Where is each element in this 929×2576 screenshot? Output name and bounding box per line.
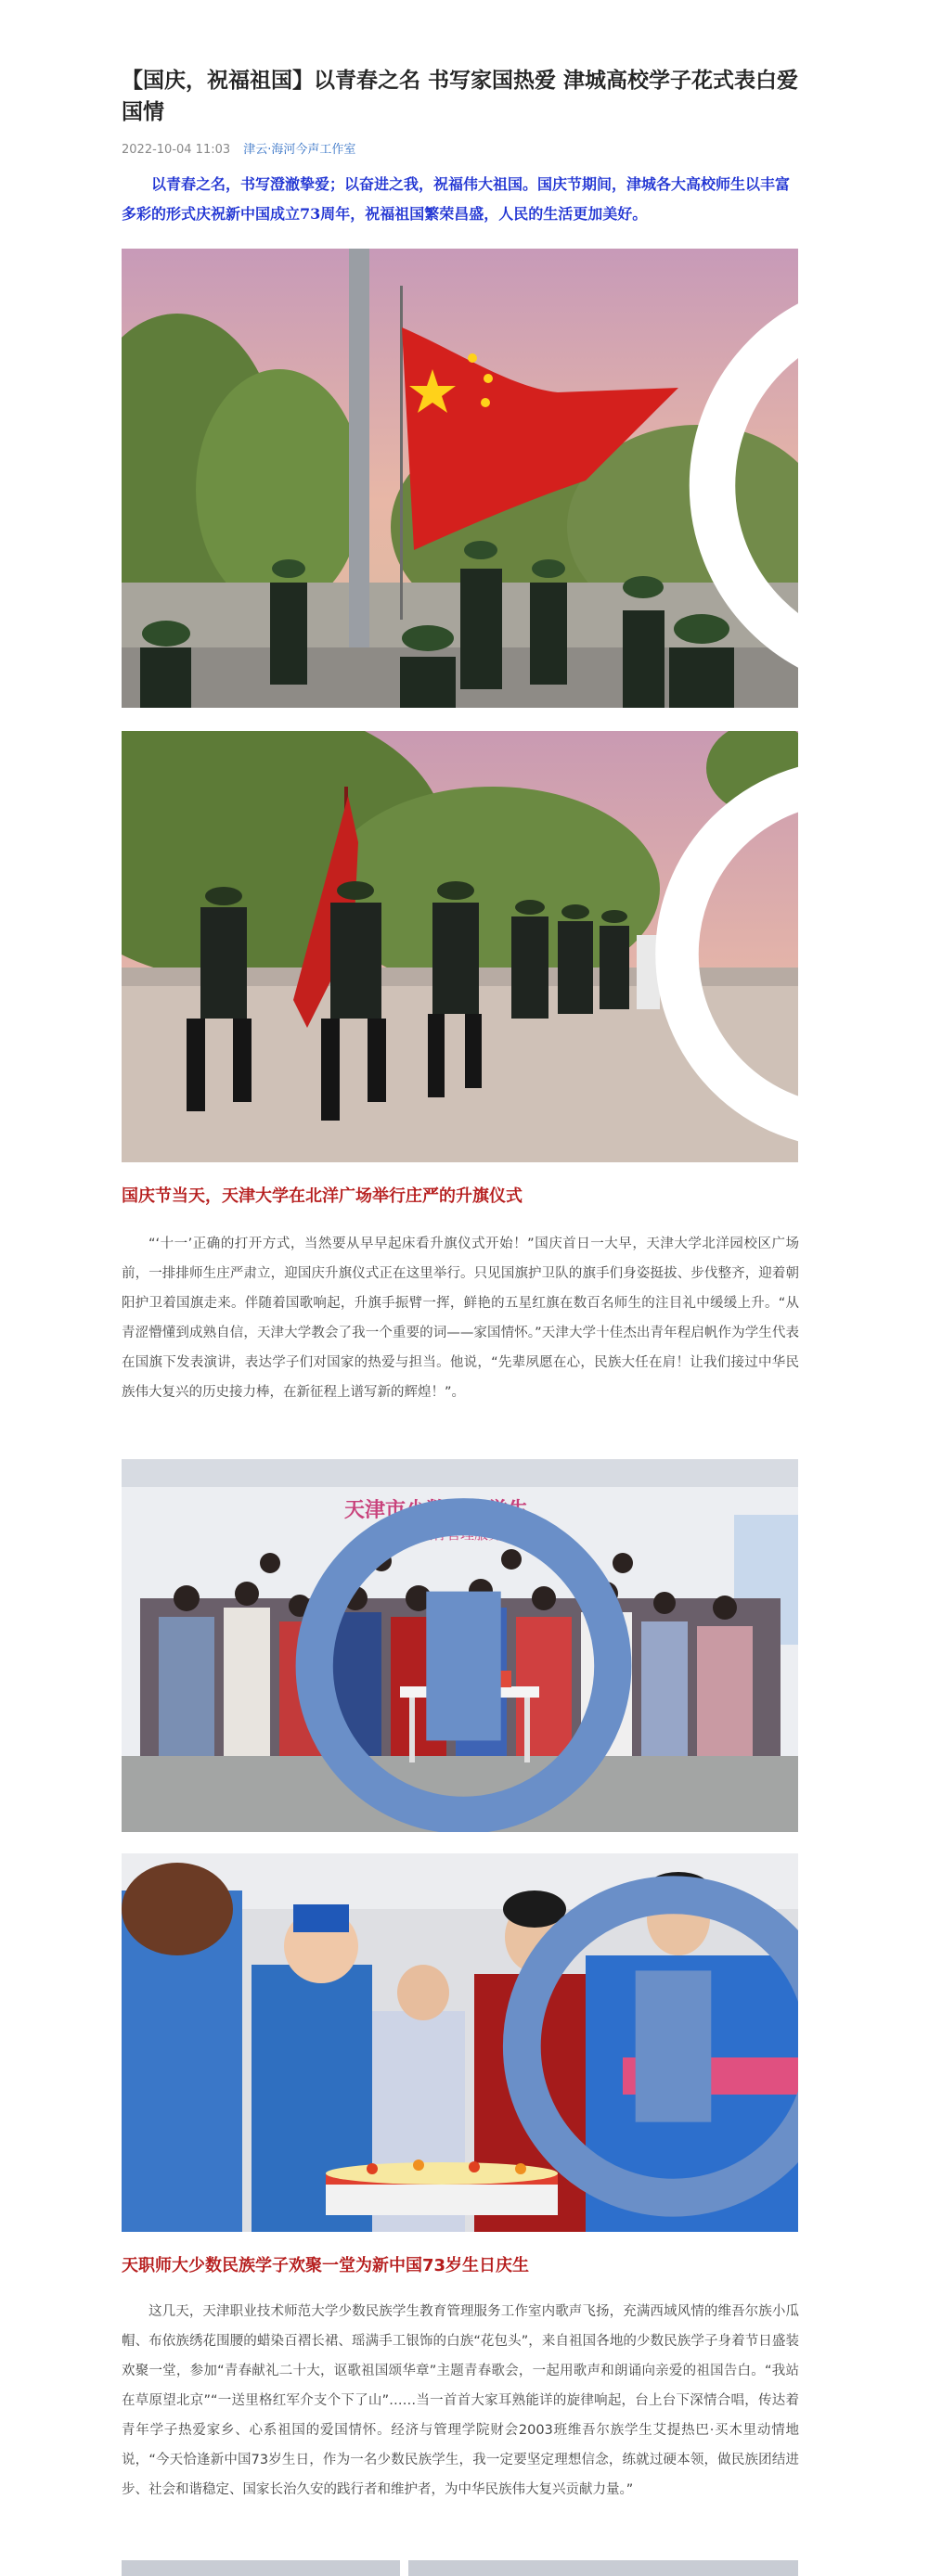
watermark-logo-icon <box>335 1857 798 2232</box>
minority-students-group-photo <box>122 1459 798 1832</box>
source-link[interactable]: 津云·海河今声工作室 <box>243 143 356 157</box>
cake-cutting-photo <box>122 1853 798 2232</box>
watermark-logo-icon <box>511 738 798 1162</box>
next-photo-left <box>122 2560 400 2576</box>
article-title: 【国庆，祝福祖国】以青春之名 书写家国热爱 津城高校学子花式表白爱国情 <box>122 69 799 124</box>
section-caption: 天职师大少数民族学子欢聚一堂为新中国73岁生日庆生 <box>122 2256 530 2275</box>
watermark-logo-icon <box>125 1480 798 1832</box>
publish-date: 2022-10-04 11:03 <box>122 143 231 157</box>
article-meta <box>122 139 355 157</box>
flag-raising-photo <box>122 249 798 708</box>
section-paragraph: 这几天，天津职业技术师范大学少数民族学生教育管理服务工作室内歌声飞扬，充满西域风情的维吾尔族小瓜帽、布依族绣花围腰的蜡染百褶长裙、瑶满手工银饰的白族“花包头”，来自祖国各地的少数民族学子身着节日盛装欢聚一堂，参加“青春献礼二十大，讴歌祖国颂华章”主题青春歌会，一起用歌声和朗诵向亲爱的祖国告白。“我站在草原望北京”“一送里格红军介支个下了山”……当一首首大家耳熟能详的旋律响起，台上台下深情合唱，传达着青年学子热爱家乡、心系祖国的爱国情怀。经济与管理学院财会2003班维吾尔族学生艾提热巴·买木里动情地说，“今天恰逢新中国73岁生日，作为一名少数民族学生，我一定要坚定理想信念，练就过硬本领，做民族团结进步、社会和谐稳定、国家长治久安的践行者和维护者，为中华民族伟大复兴贡献力量。” <box>122 2304 799 2497</box>
next-photo-right <box>408 2560 798 2576</box>
section-paragraph: “‘十一’正确的打开方式，当然要从早早起床看升旗仪式开始！”国庆首日一大早，天津大学北洋园校区广场前，一排排师生庄严肃立，迎国庆升旗仪式正在这里举行。只见国旗护卫队的旗手们身姿挺拔、步伐整齐，迎着朝阳护卫着国旗走来。伴随着国歌响起，升旗手振臂一挥，鲜艳的五星红旗在数百名师生的注目礼中缓缓上升。“从青涩懵懂到成熟自信，天津大学教会了我一个重要的词——家国情怀。”天津大学十佳杰出青年程启帆作为学生代表在国旗下发表演讲，表达学子们对国家的热爱与担当。他说，“先辈夙愿在心，民族大任在肩！让我们接过中华民族伟大复兴的历史接力棒，在新征程上谱写新的辉煌！”。 <box>122 1237 799 1400</box>
section-caption: 国庆节当天，天津大学在北洋广场举行庄严的升旗仪式 <box>122 1186 523 1206</box>
watermark-logo-icon <box>558 256 798 708</box>
banner-line1: 天津市少数民族学生 <box>344 1498 529 1522</box>
article-lead: 以青春之名，书写澄澈挚爱；以奋进之我，祝福伟大祖国。国庆节期间，津城各大高校师生以丰富多彩的形式庆祝新中国成立73周年，祝福祖国繁荣昌盛，人民的生活更加美好。 <box>122 175 791 223</box>
banner-line2: 教育管理服务工作室 <box>419 1526 545 1543</box>
honor-guard-march-photo <box>122 731 798 1162</box>
